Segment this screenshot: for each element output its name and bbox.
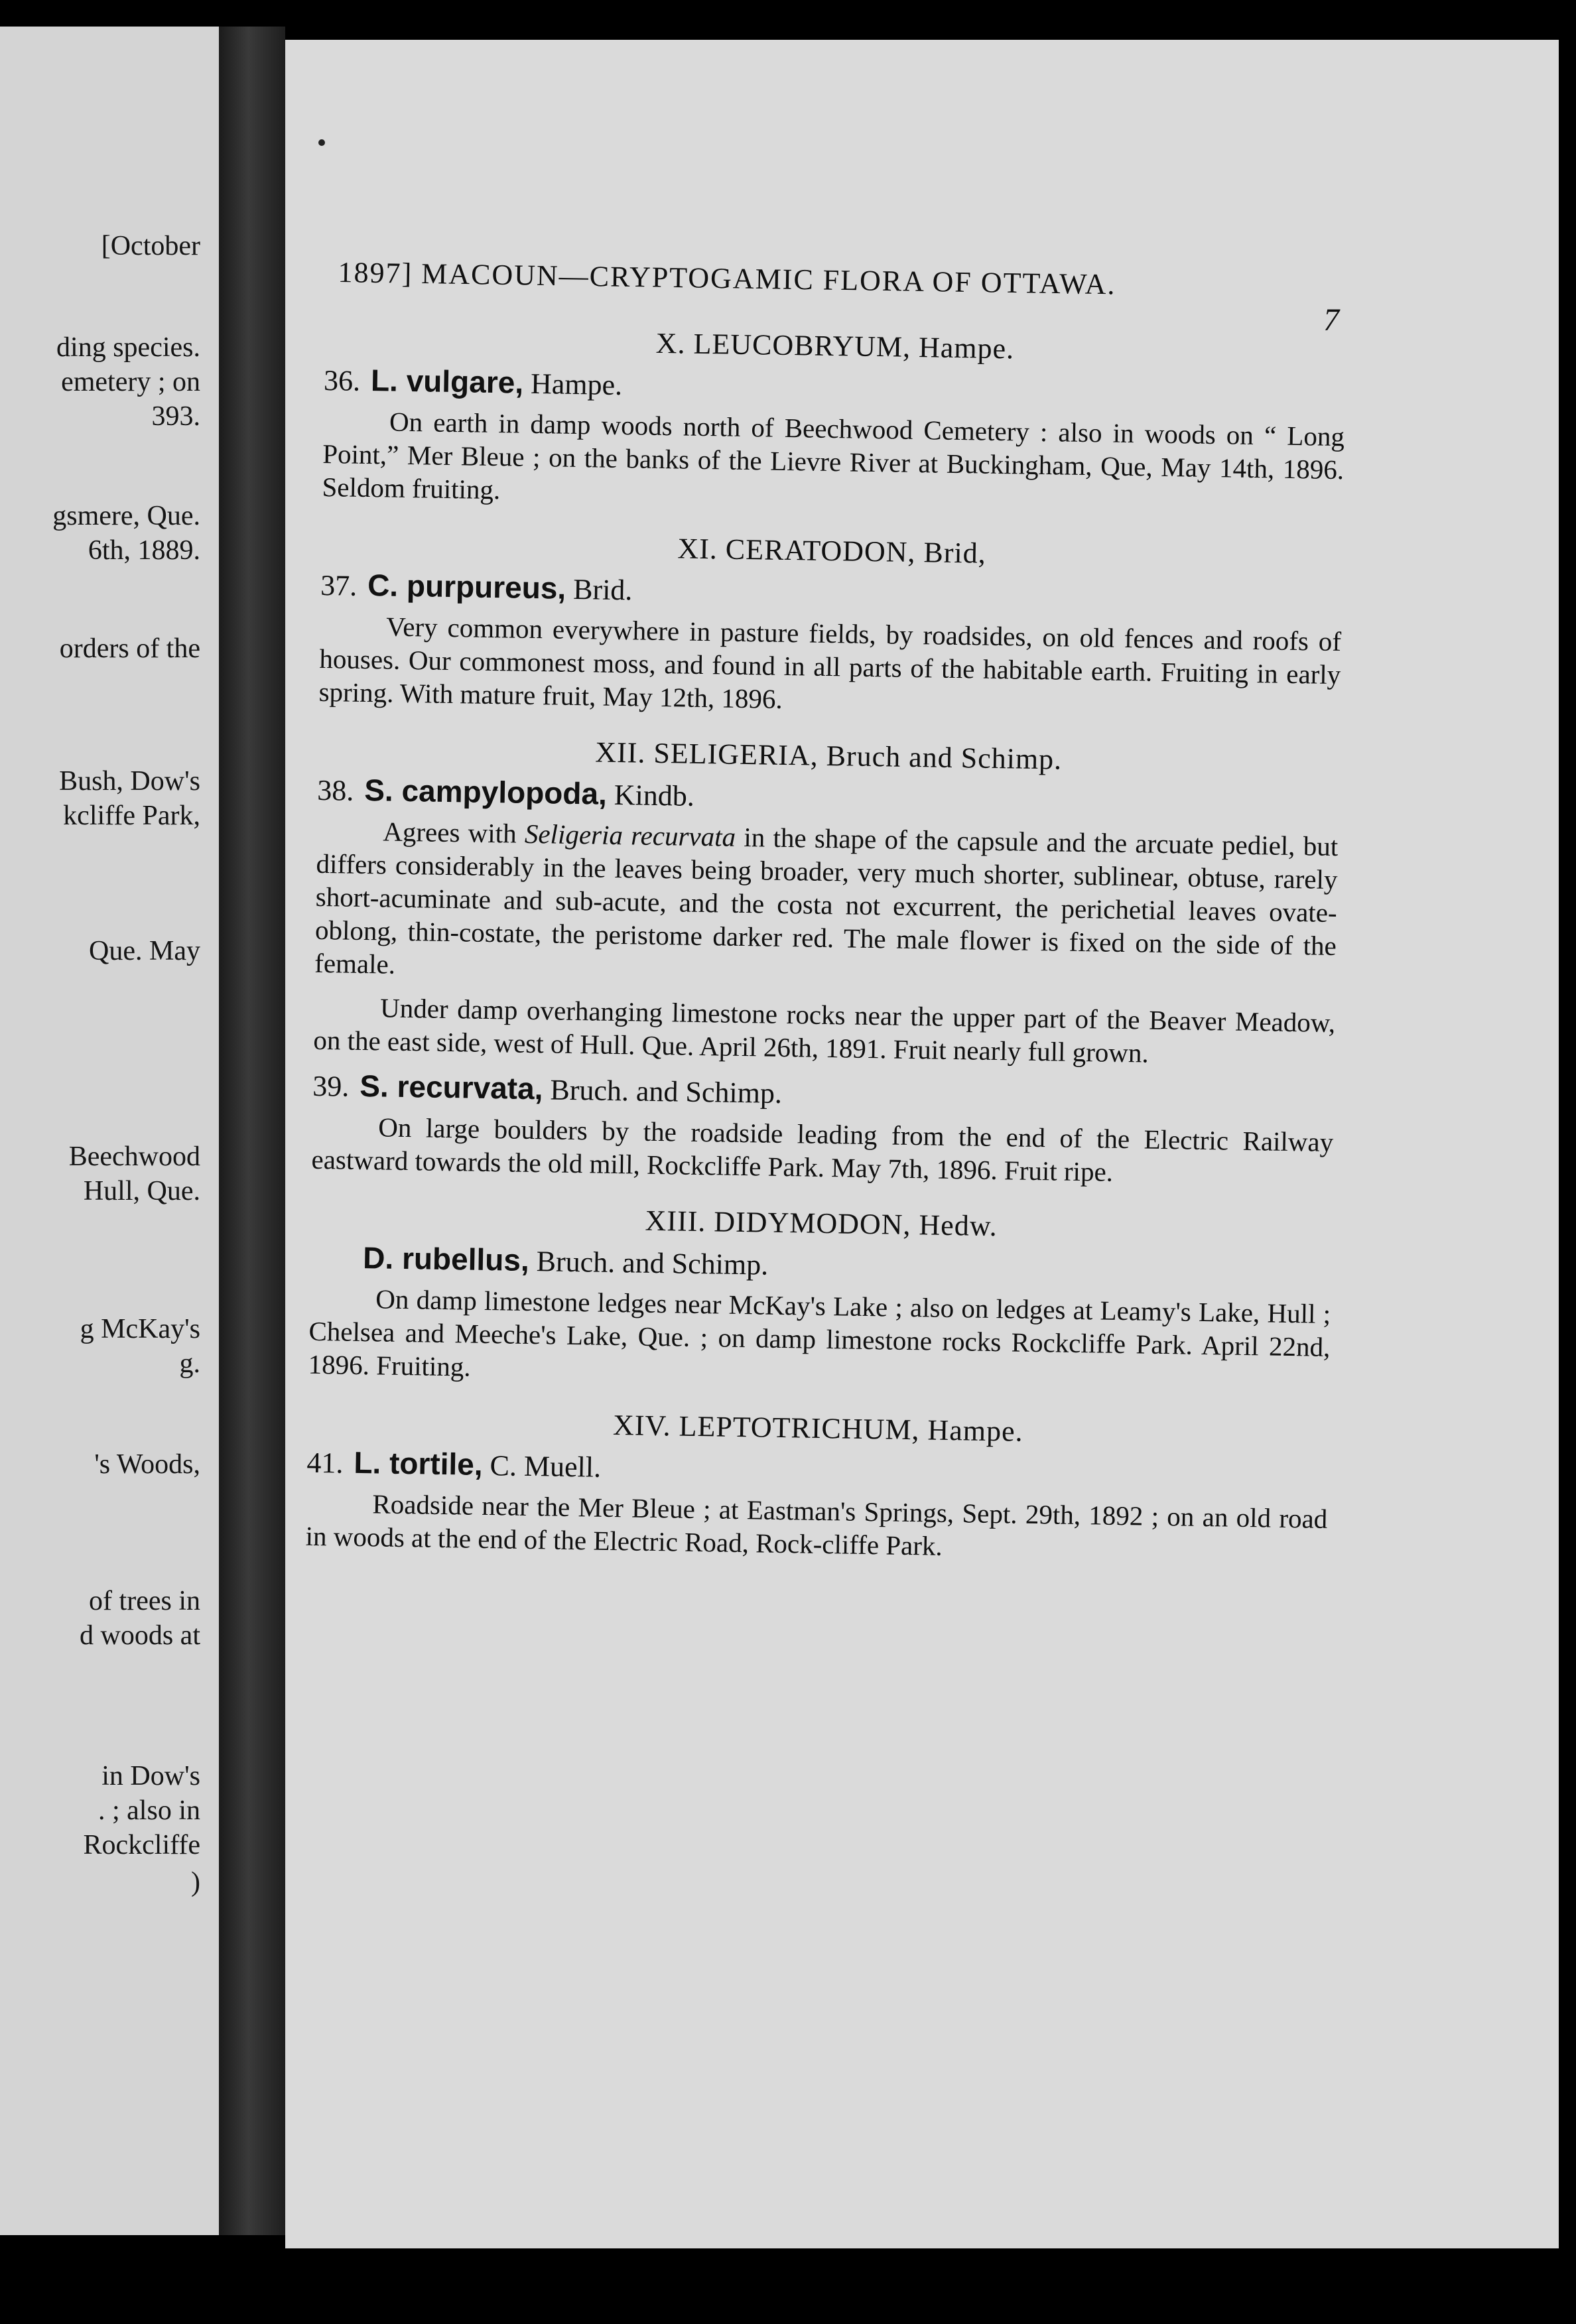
species-heading	[317, 771, 1339, 823]
ink-speck	[318, 139, 325, 146]
species-name: C. purpureus,	[367, 568, 566, 606]
left-page-text-fragment: Rockcliffe	[83, 1830, 200, 1860]
species-name: S. campylopoda,	[363, 773, 608, 811]
left-page-text-fragment: 393.	[151, 401, 200, 432]
species-name: S. recurvata,	[359, 1068, 543, 1106]
species-authority: Bruch. and Schimp.	[536, 1245, 769, 1281]
left-page-text-fragment: of trees in	[89, 1586, 200, 1616]
left-page-text-fragment: Beechwood	[68, 1141, 200, 1172]
species-authority: Bruch. and Schimp.	[550, 1073, 783, 1110]
species-description: On large boulders by the roadside leading from the end of the Electric Railway eastward towards the old mill, Rockcliffe Park. May 7th, 1896. Fruit ripe.	[311, 1112, 1334, 1187]
running-head: 1897] MACOUN—CRYPTOGAMIC FLORA OF OTTAWA.	[338, 255, 1116, 301]
species-number: 41.	[306, 1446, 344, 1480]
left-page-text-fragment: . ; also in	[98, 1795, 200, 1826]
species-authority: C. Muell.	[490, 1449, 602, 1484]
left-page-text-fragment: in Dow's	[101, 1761, 200, 1791]
left-page-text-fragment: )	[191, 1867, 200, 1898]
left-page-fragment	[0, 27, 219, 2235]
species-number: 38.	[316, 773, 354, 807]
species-description: Roadside near the Mer Bleue ; at Eastman's Springs, Sept. 29th, 1892 ; on an old road in woods at the end of the Electric Road, Rock-cliffe Park.	[305, 1488, 1328, 1561]
left-page-text-fragment: 's Woods,	[94, 1449, 200, 1480]
genus-heading: XIV. LEPTOTRICHUM, Hampe.	[612, 1409, 1023, 1448]
left-page-text-fragment: Hull, Que.	[83, 1176, 200, 1206]
left-page-text-fragment: kcliffe Park,	[63, 801, 200, 831]
species-authority: Brid.	[572, 572, 633, 607]
species-heading	[312, 1067, 1335, 1119]
page-number: 7	[1323, 302, 1339, 338]
species-heading	[324, 361, 1346, 413]
species-description: Very common everywhere in pasture fields, by roadsides, on old fences and roofs of houses. Our commonest moss, and found in all parts of the habitable earth. Fruiting in early spring. With mature fruit, May 12th, 1896.	[318, 611, 1342, 714]
genus-heading: XII. SELIGERIA, Bruch and Schimp.	[594, 736, 1063, 776]
species-name: L. tortile,	[354, 1445, 484, 1482]
species-heading	[306, 1444, 1329, 1496]
left-page-text-fragment: g.	[179, 1348, 200, 1379]
right-page	[285, 40, 1559, 2248]
species-heading	[310, 1239, 1332, 1291]
species-number: 39.	[312, 1069, 350, 1103]
species-description: On damp limestone ledges near McKay's Lake ; also on ledges at Leamy's Lake, Hull ; Chelsea and Meeche's Lake, Que. ; on damp limestone rocks Rockcliffe Park. April 22nd, 1896. Fruiting.	[308, 1283, 1331, 1382]
left-page-text-fragment: d woods at	[80, 1620, 200, 1651]
left-page-text-fragment: gsmere, Que.	[52, 501, 200, 531]
book-gutter	[219, 27, 285, 2235]
species-description: On earth in damp woods north of Beechwood Cemetery : also in woods on “ Long Point,” Mer Bleue ; on the banks of the Lievre River at Buckingham, Que, May 14th, 1896. Seldom fruiting.	[322, 406, 1345, 505]
left-page-text-fragment: g McKay's	[80, 1314, 200, 1344]
left-page-text-fragment: emetery ; on	[61, 367, 200, 397]
left-page-text-fragment: 6th, 1889.	[88, 535, 200, 566]
species-heading	[320, 566, 1343, 618]
genus-heading: XIII. DIDYMODON, Hedw.	[645, 1204, 998, 1243]
species-name: L. vulgare,	[370, 363, 524, 400]
left-page-text-fragment: Bush, Dow's	[59, 766, 200, 797]
species-description: Under damp overhanging limestone rocks near the upper part of the Beaver Meadow, on the east side, west of Hull. Que. April 26th, 1891. Fruit nearly full grown.	[313, 992, 1336, 1068]
left-page-text-fragment: ding species.	[56, 332, 200, 363]
species-description: Agrees with Seligeria recurvata in the shape of the capsule and the arcuate pediel, but differs considerably in the leaves being broader, very much shorter, sublinear, obtuse, rarely short-acuminate and sub-acute, and the costa not excurrent, the perichetial leaves ovate-oblong, thin-costate, the peristome darker red. The male flower is fixed on the side of the female.	[314, 816, 1339, 980]
left-page-text-fragment: [October	[101, 231, 200, 261]
italic-species-reference: Seligeria recurvata	[524, 818, 736, 852]
left-page-text-fragment: orders of the	[59, 633, 200, 664]
genus-heading: XI. CERATODON, Brid,	[677, 532, 987, 570]
species-number: 36.	[323, 363, 361, 397]
species-authority: Kindb.	[614, 778, 695, 812]
left-page-text-fragment: Que. May	[89, 936, 200, 966]
species-number: 37.	[320, 568, 358, 602]
page-content	[305, 298, 1346, 1579]
species-authority: Hampe.	[530, 367, 623, 402]
species-name: D. rubellus,	[362, 1240, 530, 1278]
genus-heading: X. LEUCOBRYUM, Hampe.	[655, 326, 1015, 365]
